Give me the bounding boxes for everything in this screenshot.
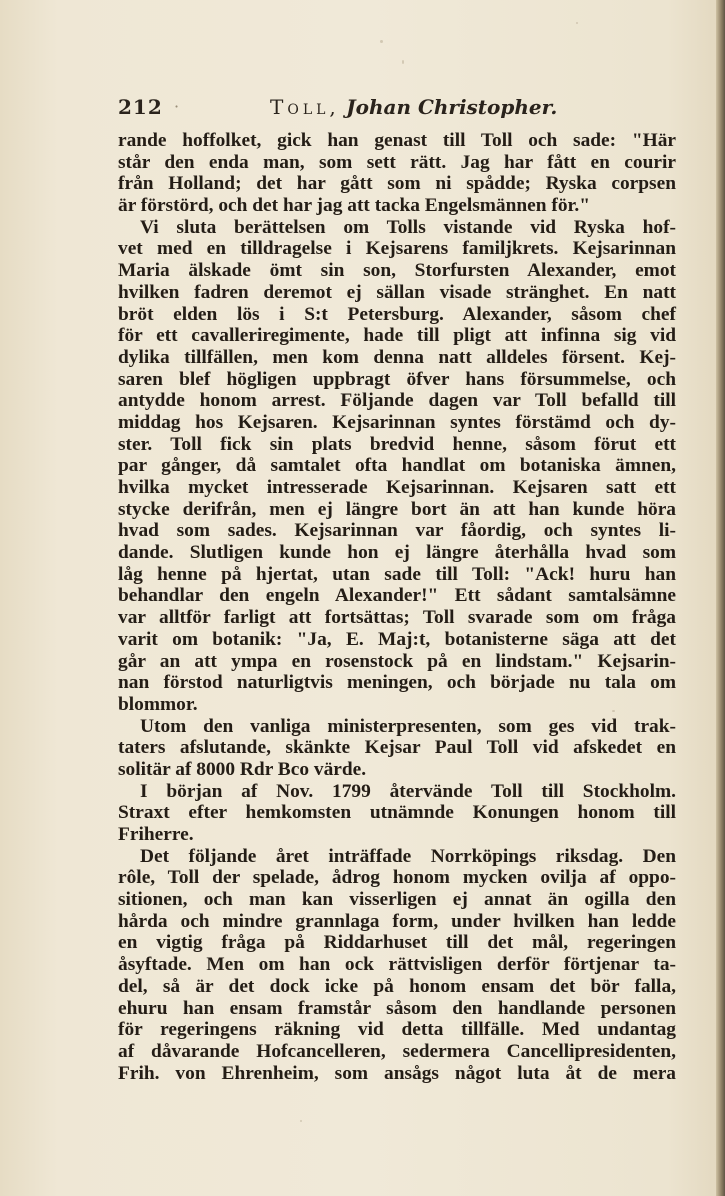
running-head-given-names: Johan Christopher. [346,95,558,119]
text-line: bröt elden lös i S:t Petersburg. Alexander, såsom chef [118,303,676,325]
text-line: från Holland; det har gått som ni spådde; Ryska corpsen [118,173,676,195]
text-line: Vi sluta berättelsen om Tolls vistande vid Ryska hof- [140,216,676,238]
text-line: åsyftade. Men om han ock rättvisligen derför förtjenar ta- [118,954,676,976]
text-line: hvilka mycket intresserade Kejsarinnan. Kejsaren satt ett [118,477,676,498]
text-line: dylika tillfällen, men kom denna natt alldeles försent. Kej- [118,346,676,368]
text-line: för ett cavalleriregimente, hade till pligt att infinna sig vid [118,325,676,347]
text-line: Frih. von Ehrenheim, som ansågs något luta åt de mera [118,1062,676,1084]
text-line: hvad som sades. Kejsarinnan var fåordig, och syntes li- [118,520,676,542]
text-line: sitionen, och man kan visserligen ej annat än ogilla den [118,889,676,911]
text-line: saren blef högligen uppbragt öfver hans försummelse, och [118,368,676,390]
text-line: Utom den vanliga ministerpresenten, som ges vid trak- [140,715,676,737]
text-line: går an att ympa en rosenstock på en lindstam." Kejsarin- [118,650,676,672]
running-head [270,92,557,122]
text-line: en vigtig fråga på Riddarhuset till det mål, regeringen [118,932,676,954]
text-line: rôle, Toll der spelade, ådrog honom mycken ovilja af oppo- [118,867,676,889]
text-line: är förstörd, och det har jag att tacka Engelsmännen för." [118,195,590,217]
text-line: nan förstod naturligtvis meningen, och började nu tala om [118,672,676,694]
text-line: blommor. [118,693,198,715]
text-line: behandlar den engeln Alexander!" Ett sådant samtalsämne [118,585,676,607]
text-line: Det följande året inträffade Norrköpings riksdag. Den [140,845,676,867]
paper-spot [402,60,404,64]
running-head-surname: Toll, [270,95,340,119]
page-edge-shadow [716,0,725,1196]
text-line: stycke derifrån, men ej längre bort än att han kunde höra [118,498,676,520]
page-number: 212 [118,95,163,119]
text-line: ster. Toll fick sin plats bredvid henne, såsom förut ett [118,433,676,455]
text-line: middag hos Kejsaren. Kejsarinnan syntes förstämd och dy- [118,411,676,433]
text-line: Straxt efter hemkomsten utnämnde Konungen honom till [118,802,676,824]
text-line: för regeringens räkning vid detta tillfälle. Med undantag [118,1019,676,1041]
text-line: af dåvarande Hofcancelleren, sedermera Cancellipresidenten, [118,1040,676,1062]
text-line: rande hoffolket, gick han genast till Toll och sade: "Här [118,130,676,151]
text-line: Maria älskade ömt sin son, Storfursten Alexander, emot [118,260,676,282]
text-line: vet med en tilldragelse i Kejsarens familjkrets. Kejsarinnan [118,238,676,260]
paper-spot [380,40,383,43]
text-line: ehuru han ensam framstår såsom den handlande personen [118,997,676,1019]
paper-spot [576,22,578,24]
text-line: taters afslutande, skänkte Kejsar Paul Toll vid afskedet en [118,737,676,759]
body-text [118,130,676,1084]
header-separator: · [174,97,180,116]
text-line: hårda och mindre grannlaga form, under hvilken han ledde [118,910,676,932]
text-line: del, så är det dock icke på honom ensam det bör falla, [118,975,676,997]
text-line: hvilken fadren deremot ej sällan visade stränghet. En natt [118,281,676,303]
text-line: var alltför farligt att fortsättas; Toll svarade som om fråga [118,607,676,629]
text-line: står den enda man, som sett rätt. Jag har fått en courir [118,151,676,173]
text-line: dande. Slutligen kunde hon ej längre återhålla hvad som [118,542,676,564]
text-line: Friherre. [118,824,194,845]
text-line: solitär af 8000 Rdr Bco värde. [118,758,367,780]
text-line: par gånger, då samtalet ofta handlat om botaniska ämnen, [118,455,676,477]
page-header [118,92,678,122]
text-line: I början af Nov. 1799 återvände Toll till Stockholm. [140,780,676,802]
paper-spot [300,1120,302,1122]
text-line: antydde honom arrest. Följande dagen var Toll befalld till [118,390,676,412]
text-line: varit om botanik: "Ja, E. Maj:t, botanisterne säga att det [118,628,676,650]
text-line: låg henne på hjertat, utan sade till Toll: "Ack! huru han [118,563,676,585]
